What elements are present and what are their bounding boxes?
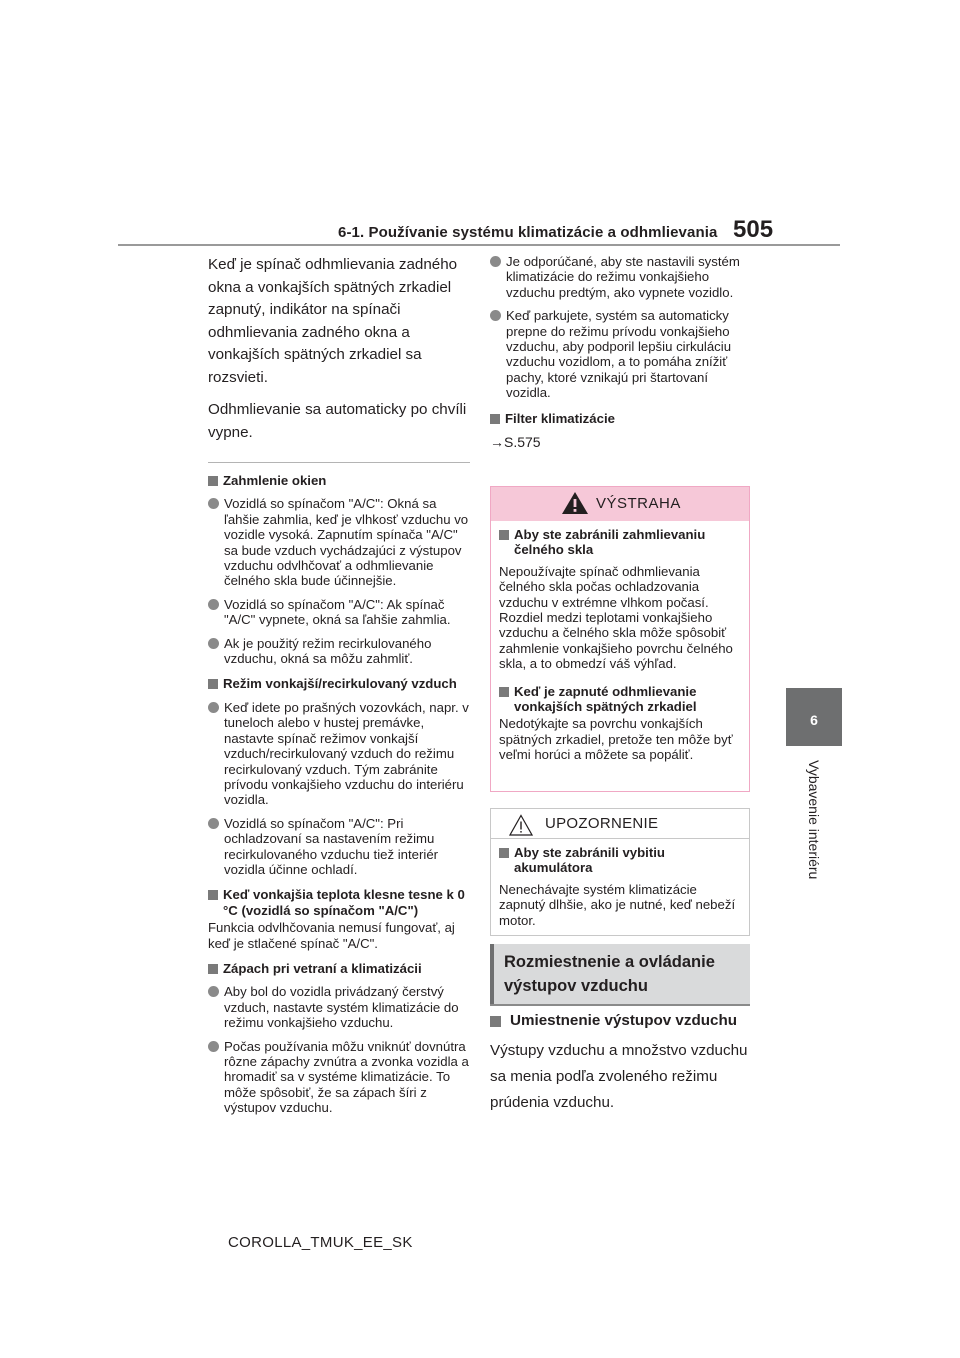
list-item [208,984,470,1030]
warning-text: Nepoužívajte spínač odhmlievania čelného skla počas ochladzovania vzduchu v extrémne vlhkom počasí. Rozdiel medzi teplotami vonkajšieho vzduchu a čelného skla môže spôsobiť zahmlenie vonkajšieho povrchu čelného skla, a to obmedzí váš výhľad. [499,563,733,672]
square-bullet-icon [499,530,509,540]
page-number: 505 [733,216,774,243]
page-header [0,0,960,280]
circle-bullet-icon [208,702,219,713]
list-item [208,496,470,588]
list-item [208,597,470,628]
intro-paragraph-2: Odhmlievanie sa automaticky po chvíli vypne. [208,401,467,441]
document-footer: COROLLA_TMUK_EE_SK [228,1234,413,1251]
section-heading-odor [208,961,470,976]
left-column [208,250,470,1116]
circle-bullet-icon [490,310,501,321]
section-paragraph: Funkcia odvlhčovania nemusí fungovať, aj keď je stlačené spínač "A/C". [208,920,455,951]
list-item [490,254,752,300]
list-item [208,700,470,808]
section-heading-text: Keď vonkajšia teplota klesne tesne k 0 °C (vozidlá so spínačom "A/C") [223,887,465,918]
chapter-side-label [786,760,842,900]
section-heading-text: Filter klimatizácie [505,410,615,426]
list-item-text: Vozidlá so spínačom "A/C": Okná sa ľahšie zahmlia, keď je vlhkosť vzduchu vo vozidle vysoká. Zapnutím spínača "A/C" sa bude vzduch vychádzajúci z výstupov vzduchu odvlhčovať a odhmlievanie čelného skla bude účinnejšie. [224,496,469,589]
square-bullet-icon [208,890,218,900]
circle-bullet-icon [208,818,219,829]
warning-text: Nedotýkajte sa povrchu vonkajších spätných zrkadiel, pretože ten môže byť veľmi horúci a môžete sa popáliť. [499,716,733,763]
square-bullet-icon [499,687,509,697]
list-item-text: Aby bol do vozidla privádzaný čerstvý vzduch, nastavte systém klimatizácie do režimu vonkajšieho vzduchu. [224,984,459,1031]
square-bullet-icon [208,679,218,689]
section-heading-air-mode [208,676,470,691]
notice-label: UPOZORNENIE [545,815,659,832]
circle-bullet-icon [208,1041,219,1052]
warning-box [490,486,750,792]
notice-heading-text: Aby ste zabránili vybitiu akumulátora [514,845,665,876]
list-item [208,816,470,878]
notice-header [491,809,749,839]
chapter-title: 6-1. Používanie systému klimatizácie a odhmlievania [338,224,718,241]
intro-paragraph: Keď je spínač odhmlievania zadného okna a vonkajších spätných zrkadiel zapnutý, indikátor na spínači odhmlievania zadného okna a vonkajších spätných zrkadiel sa rozsvieti. [208,256,458,386]
chapter-side-label-text: Vybavenie interiéru [806,760,822,880]
square-bullet-icon [208,476,218,486]
square-bullet-icon [499,848,509,858]
section-title-underline [490,1004,750,1006]
list-item-text: Keď idete po prašných vozovkách, napr. v tuneloch alebo v hustej premávke, nastavte spínač režimov vonkajší vzduch/recirkulovaný vzduch do režimu recirkulovaný vzduch. Tým zabránite prívodu vonkajšieho vzduchu do interiéru vozidla. [224,699,469,808]
square-bullet-icon [490,414,500,424]
circle-bullet-icon [208,599,219,610]
subsection-paragraph: Výstupy vzduchu a množstvo vzduchu sa menia podľa zvoleného režimu prúdenia vzduchu. [490,1042,748,1111]
section-heading-window-fog [208,473,470,488]
section-heading-filter [490,411,752,426]
section-heading-text: Zápach pri vetraní a klimatizácii [223,960,422,976]
notice-text: Nenechávajte systém klimatizácie zapnutý dlhšie, ako je nutné, keď nebeží motor. [499,881,736,928]
warning-label: VÝSTRAHA [596,495,681,512]
notice-box [490,808,750,936]
circle-bullet-icon [208,986,219,997]
right-column [490,250,752,450]
list-item [208,636,470,667]
list-item [208,1039,470,1116]
chapter-tab[interactable] [786,688,842,746]
list-item [490,308,752,400]
chapter-tab-number: 6 [810,712,818,728]
list-item-text: Vozidlá so spínačom "A/C": Ak spínač "A/C" vypnete, okná sa ľahšie zahmlia. [224,596,451,628]
square-bullet-icon [208,964,218,974]
warning-heading [499,684,739,715]
circle-bullet-icon [208,638,219,649]
warning-header [491,487,749,521]
warning-heading [499,527,739,558]
section-title-box [490,944,750,1004]
list-item-text: Vozidlá so spínačom "A/C": Pri ochladzovaní sa nastavením režimu recirkulovaného vzduchu tiež interiér vozidla účinne ochladí. [224,815,439,877]
notice-heading [499,845,739,876]
section-divider [208,462,470,463]
header-divider [118,244,840,246]
section-heading-text: Zahmlenie okien [223,473,327,488]
section-heading-low-temp [208,887,470,918]
warning-triangle-icon [561,491,589,515]
list-item-text: Keď parkujete, systém sa automaticky prepne do režimu prívodu vonkajšieho vzduchu, aby podporil lepšiu cirkuláciu vzduchu vozidlom, a to pomáha znížiť pachy, ktoré vznikajú pri štartovaní vozidla. [506,308,732,401]
list-item-text: Počas používania môžu vniknúť dovnútra rôzne zápachy zvnútra a zvonka vozidla a hromadiť sa v systéme klimatizácie. To môže spôsobiť, že sa zápach šíri z výstupov vzduchu. [224,1038,469,1116]
warning-heading-text: Keď je zapnuté odhmlievanie vonkajších spätných zrkadiel [514,683,697,715]
section-title: Rozmiestnenie a ovládanie výstupov vzduchu [504,953,715,995]
list-item-text: Je odporúčané, aby ste nastavili systém klimatizácie do režimu vonkajšieho vzduchu predtým, ako vypnete vozidlo. [506,254,740,300]
subsection-heading-text: Umiestnenie výstupov vzduchu [510,1012,738,1029]
section-heading-text: Režim vonkajší/recirkulovaný vzduch [223,676,457,692]
circle-bullet-icon [490,256,501,267]
warning-heading-text: Aby ste zabránili zahmlievaniu čelného skla [514,527,706,558]
list-item-text: Ak je použitý režim recirkulovaného vzduchu, okná sa môžu zahmliť. [224,635,432,667]
circle-bullet-icon [208,498,219,509]
square-bullet-icon [490,1016,501,1027]
caution-triangle-icon [509,814,533,836]
page-reference-link[interactable]: →S.575 [490,434,541,451]
